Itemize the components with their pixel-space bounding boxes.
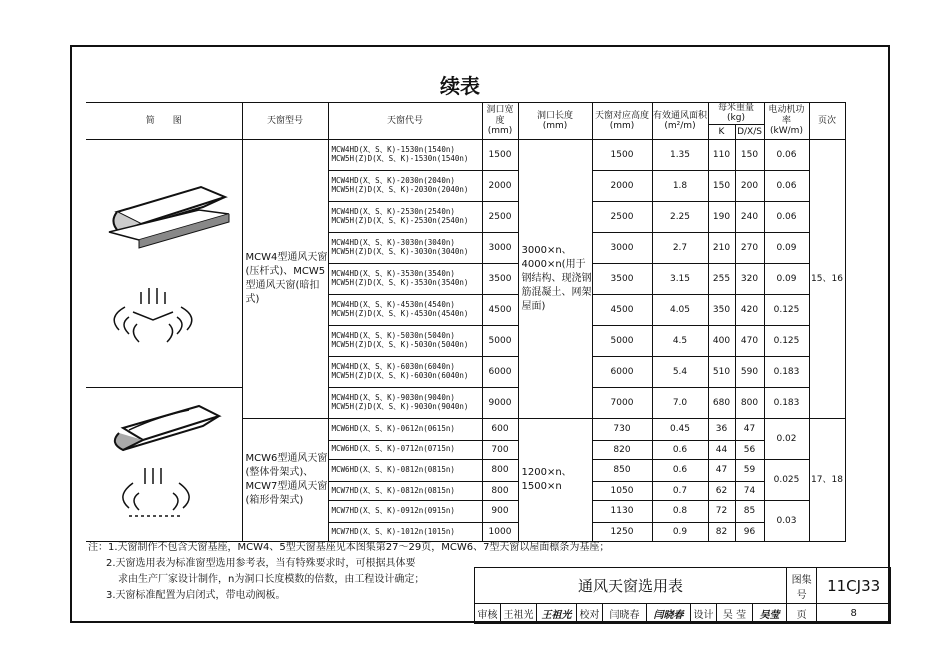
weight-k-cell: 350 <box>708 294 735 325</box>
designer-name: 吴 莹 <box>717 604 753 624</box>
code-cell: MCW7HD(X、S、K)-1012n(1015n) <box>328 523 482 542</box>
weight-dxs-cell: 320 <box>735 263 764 294</box>
checker-name: 闫晓春 <box>603 604 647 624</box>
code-cell: MCW7HD(X、S、K)-0812n(0815n) <box>328 481 482 500</box>
weight-dxs-cell: 85 <box>735 500 764 522</box>
diagram-mcw6-7 <box>86 387 242 541</box>
width-cell: 800 <box>482 481 518 500</box>
area-cell: 1.35 <box>652 139 708 170</box>
height-cell: 7000 <box>592 387 652 418</box>
power-cell: 0.03 <box>764 500 809 541</box>
power-cell: 0.125 <box>764 294 809 325</box>
page-label: 页 <box>787 604 817 624</box>
code-cell: MCW4HD(X、S、K)-6030n(6040n) MCW5H(Z)D(X、S、K)-6030n(6040n) <box>328 356 482 387</box>
power-cell: 0.025 <box>764 459 809 500</box>
width-cell: 800 <box>482 459 518 481</box>
check-label: 校对 <box>577 604 603 624</box>
title-block <box>474 567 891 624</box>
weight-dxs-cell: 590 <box>735 356 764 387</box>
diagram-mcw4-5 <box>86 139 242 387</box>
table-title: 续表 <box>440 74 480 98</box>
weight-dxs-cell: 96 <box>735 523 764 542</box>
model-group2: MCW6型通风天窗(整体骨架式)、MCW7型通风天窗(箱形骨架式) <box>242 418 328 541</box>
power-cell: 0.02 <box>764 418 809 459</box>
reviewer-name: 王祖光 <box>501 604 537 624</box>
code-cell: MCW6HD(X、S、K)-0812n(0815n) <box>328 459 482 481</box>
width-cell: 1000 <box>482 523 518 542</box>
weight-dxs-cell: 270 <box>735 232 764 263</box>
model-group1: MCW4型通风天窗(压杆式)、MCW5型通风天窗(暗扣式) <box>242 139 328 418</box>
power-cell: 0.06 <box>764 170 809 201</box>
header-page: 页次 <box>809 103 845 140</box>
weight-k-cell: 255 <box>708 263 735 294</box>
weight-k-cell: 62 <box>708 481 735 500</box>
width-cell: 4500 <box>482 294 518 325</box>
power-cell: 0.06 <box>764 139 809 170</box>
width-cell: 900 <box>482 500 518 522</box>
weight-k-cell: 210 <box>708 232 735 263</box>
notes-label: 注： <box>88 542 108 553</box>
width-cell: 700 <box>482 440 518 459</box>
height-cell: 1050 <box>592 481 652 500</box>
design-label: 设计 <box>691 604 717 624</box>
width-cell: 3500 <box>482 263 518 294</box>
header-weight-k: K <box>708 124 735 139</box>
code-cell: MCW4HD(X、S、K)-2530n(2540n) MCW5H(Z)D(X、S、K)-2530n(2540n) <box>328 201 482 232</box>
width-cell: 1500 <box>482 139 518 170</box>
weight-dxs-cell: 56 <box>735 440 764 459</box>
weight-k-cell: 44 <box>708 440 735 459</box>
weight-k-cell: 510 <box>708 356 735 387</box>
height-cell: 3000 <box>592 232 652 263</box>
width-cell: 5000 <box>482 325 518 356</box>
weight-k-cell: 36 <box>708 418 735 440</box>
weight-dxs-cell: 470 <box>735 325 764 356</box>
weight-dxs-cell: 74 <box>735 481 764 500</box>
note-3: 3.天窗标准配置为启闭式，带电动阀板。 <box>106 590 286 601</box>
area-cell: 0.6 <box>652 440 708 459</box>
height-cell: 1130 <box>592 500 652 522</box>
atlas-number: 11CJ33 <box>817 568 891 604</box>
area-cell: 1.8 <box>652 170 708 201</box>
width-cell: 6000 <box>482 356 518 387</box>
power-cell: 0.183 <box>764 387 809 418</box>
weight-dxs-cell: 47 <box>735 418 764 440</box>
width-cell: 9000 <box>482 387 518 418</box>
page-group2: 17、18 <box>809 418 845 541</box>
power-cell: 0.06 <box>764 201 809 232</box>
area-cell: 2.25 <box>652 201 708 232</box>
header-weight: 每米重量 (kg) <box>708 103 764 125</box>
area-cell: 0.6 <box>652 459 708 481</box>
height-cell: 1500 <box>592 139 652 170</box>
header-diagram: 简 图 <box>86 103 242 140</box>
width-cell: 2500 <box>482 201 518 232</box>
code-cell: MCW4HD(X、S、K)-9030n(9040n) MCW5H(Z)D(X、S、K)-9030n(9040n) <box>328 387 482 418</box>
atlas-label: 图集号 <box>787 568 817 604</box>
length-group2: 1200×n、1500×n <box>518 418 592 541</box>
weight-dxs-cell: 200 <box>735 170 764 201</box>
power-cell: 0.183 <box>764 356 809 387</box>
drawing-title: 通风天窗选用表 <box>475 568 787 604</box>
width-cell: 3000 <box>482 232 518 263</box>
weight-dxs-cell: 240 <box>735 201 764 232</box>
header-height: 天窗对应高度 (mm) <box>592 103 652 140</box>
header-power: 电动机功率 (kW/m) <box>764 103 809 140</box>
weight-dxs-cell: 59 <box>735 459 764 481</box>
review-label: 审核 <box>475 604 501 624</box>
area-cell: 5.4 <box>652 356 708 387</box>
weight-k-cell: 680 <box>708 387 735 418</box>
code-cell: MCW4HD(X、S、K)-1530n(1540n) MCW5H(Z)D(X、S、K)-1530n(1540n) <box>328 139 482 170</box>
power-cell: 0.125 <box>764 325 809 356</box>
selection-table <box>86 102 846 542</box>
area-cell: 4.5 <box>652 325 708 356</box>
weight-k-cell: 190 <box>708 201 735 232</box>
roof-vent-mcw6-7-icon <box>89 388 239 538</box>
area-cell: 7.0 <box>652 387 708 418</box>
height-cell: 6000 <box>592 356 652 387</box>
designer-signature: 吴莹 <box>753 604 787 624</box>
roof-vent-mcw4-5-icon <box>89 152 239 372</box>
note-2b: 求由生产厂家设计制作，n为洞口长度模数的倍数，由工程设计确定； <box>118 574 425 585</box>
height-cell: 2500 <box>592 201 652 232</box>
area-cell: 2.7 <box>652 232 708 263</box>
weight-k-cell: 110 <box>708 139 735 170</box>
code-cell: MCW4HD(X、S、K)-3030n(3040n) MCW5H(Z)D(X、S、K)-3030n(3040n) <box>328 232 482 263</box>
height-cell: 850 <box>592 459 652 481</box>
area-cell: 0.9 <box>652 523 708 542</box>
width-cell: 2000 <box>482 170 518 201</box>
weight-dxs-cell: 150 <box>735 139 764 170</box>
power-cell: 0.09 <box>764 232 809 263</box>
code-cell: MCW4HD(X、S、K)-5030n(5040n) MCW5H(Z)D(X、S、K)-5030n(5040n) <box>328 325 482 356</box>
page-number: 8 <box>817 604 891 624</box>
header-code: 天窗代号 <box>328 103 482 140</box>
weight-k-cell: 72 <box>708 500 735 522</box>
code-cell: MCW6HD(X、S、K)-0612n(0615n) <box>328 418 482 440</box>
area-cell: 3.15 <box>652 263 708 294</box>
code-cell: MCW4HD(X、S、K)-4530n(4540n) MCW5H(Z)D(X、S、K)-4530n(4540n) <box>328 294 482 325</box>
code-cell: MCW6HD(X、S、K)-0712n(0715n) <box>328 440 482 459</box>
area-cell: 0.7 <box>652 481 708 500</box>
checker-signature: 闫晓春 <box>647 604 691 624</box>
weight-k-cell: 82 <box>708 523 735 542</box>
weight-k-cell: 400 <box>708 325 735 356</box>
weight-dxs-cell: 420 <box>735 294 764 325</box>
header-model: 天窗型号 <box>242 103 328 140</box>
reviewer-signature: 王祖光 <box>537 604 577 624</box>
length-group1: 3000×n、4000×n(用于钢结构、现浇钢筋混凝土、网架屋面) <box>518 139 592 418</box>
power-cell: 0.09 <box>764 263 809 294</box>
height-cell: 4500 <box>592 294 652 325</box>
height-cell: 3500 <box>592 263 652 294</box>
weight-k-cell: 47 <box>708 459 735 481</box>
code-cell: MCW4HD(X、S、K)-3530n(3540n) MCW5H(Z)D(X、S、K)-3530n(3540n) <box>328 263 482 294</box>
area-cell: 0.8 <box>652 500 708 522</box>
height-cell: 730 <box>592 418 652 440</box>
header-length: 洞口长度 (mm) <box>518 103 592 140</box>
note-2a: 2.天窗选用表为标准窗型选用参考表，当有特殊要求时，可根据具体要 <box>106 558 416 569</box>
area-cell: 4.05 <box>652 294 708 325</box>
code-cell: MCW4HD(X、S、K)-2030n(2040n) MCW5H(Z)D(X、S、K)-2030n(2040n) <box>328 170 482 201</box>
header-area: 有效通风面积 (m²/m) <box>652 103 708 140</box>
page-group1: 15、16 <box>809 139 845 418</box>
weight-dxs-cell: 800 <box>735 387 764 418</box>
height-cell: 820 <box>592 440 652 459</box>
header-width: 洞口宽度 (mm) <box>482 103 518 140</box>
area-cell: 0.45 <box>652 418 708 440</box>
code-cell: MCW7HD(X、S、K)-0912n(0915n) <box>328 500 482 522</box>
height-cell: 5000 <box>592 325 652 356</box>
header-weight-dxs: D/X/S <box>735 124 764 139</box>
weight-k-cell: 150 <box>708 170 735 201</box>
width-cell: 600 <box>482 418 518 440</box>
height-cell: 2000 <box>592 170 652 201</box>
note-1: 注：1.天窗制作不包含天窗基座，MCW4、5型天窗基座见本图集第27～29页，MCW6、7型天窗以屋面檩条为基座； <box>88 542 610 553</box>
height-cell: 1250 <box>592 523 652 542</box>
